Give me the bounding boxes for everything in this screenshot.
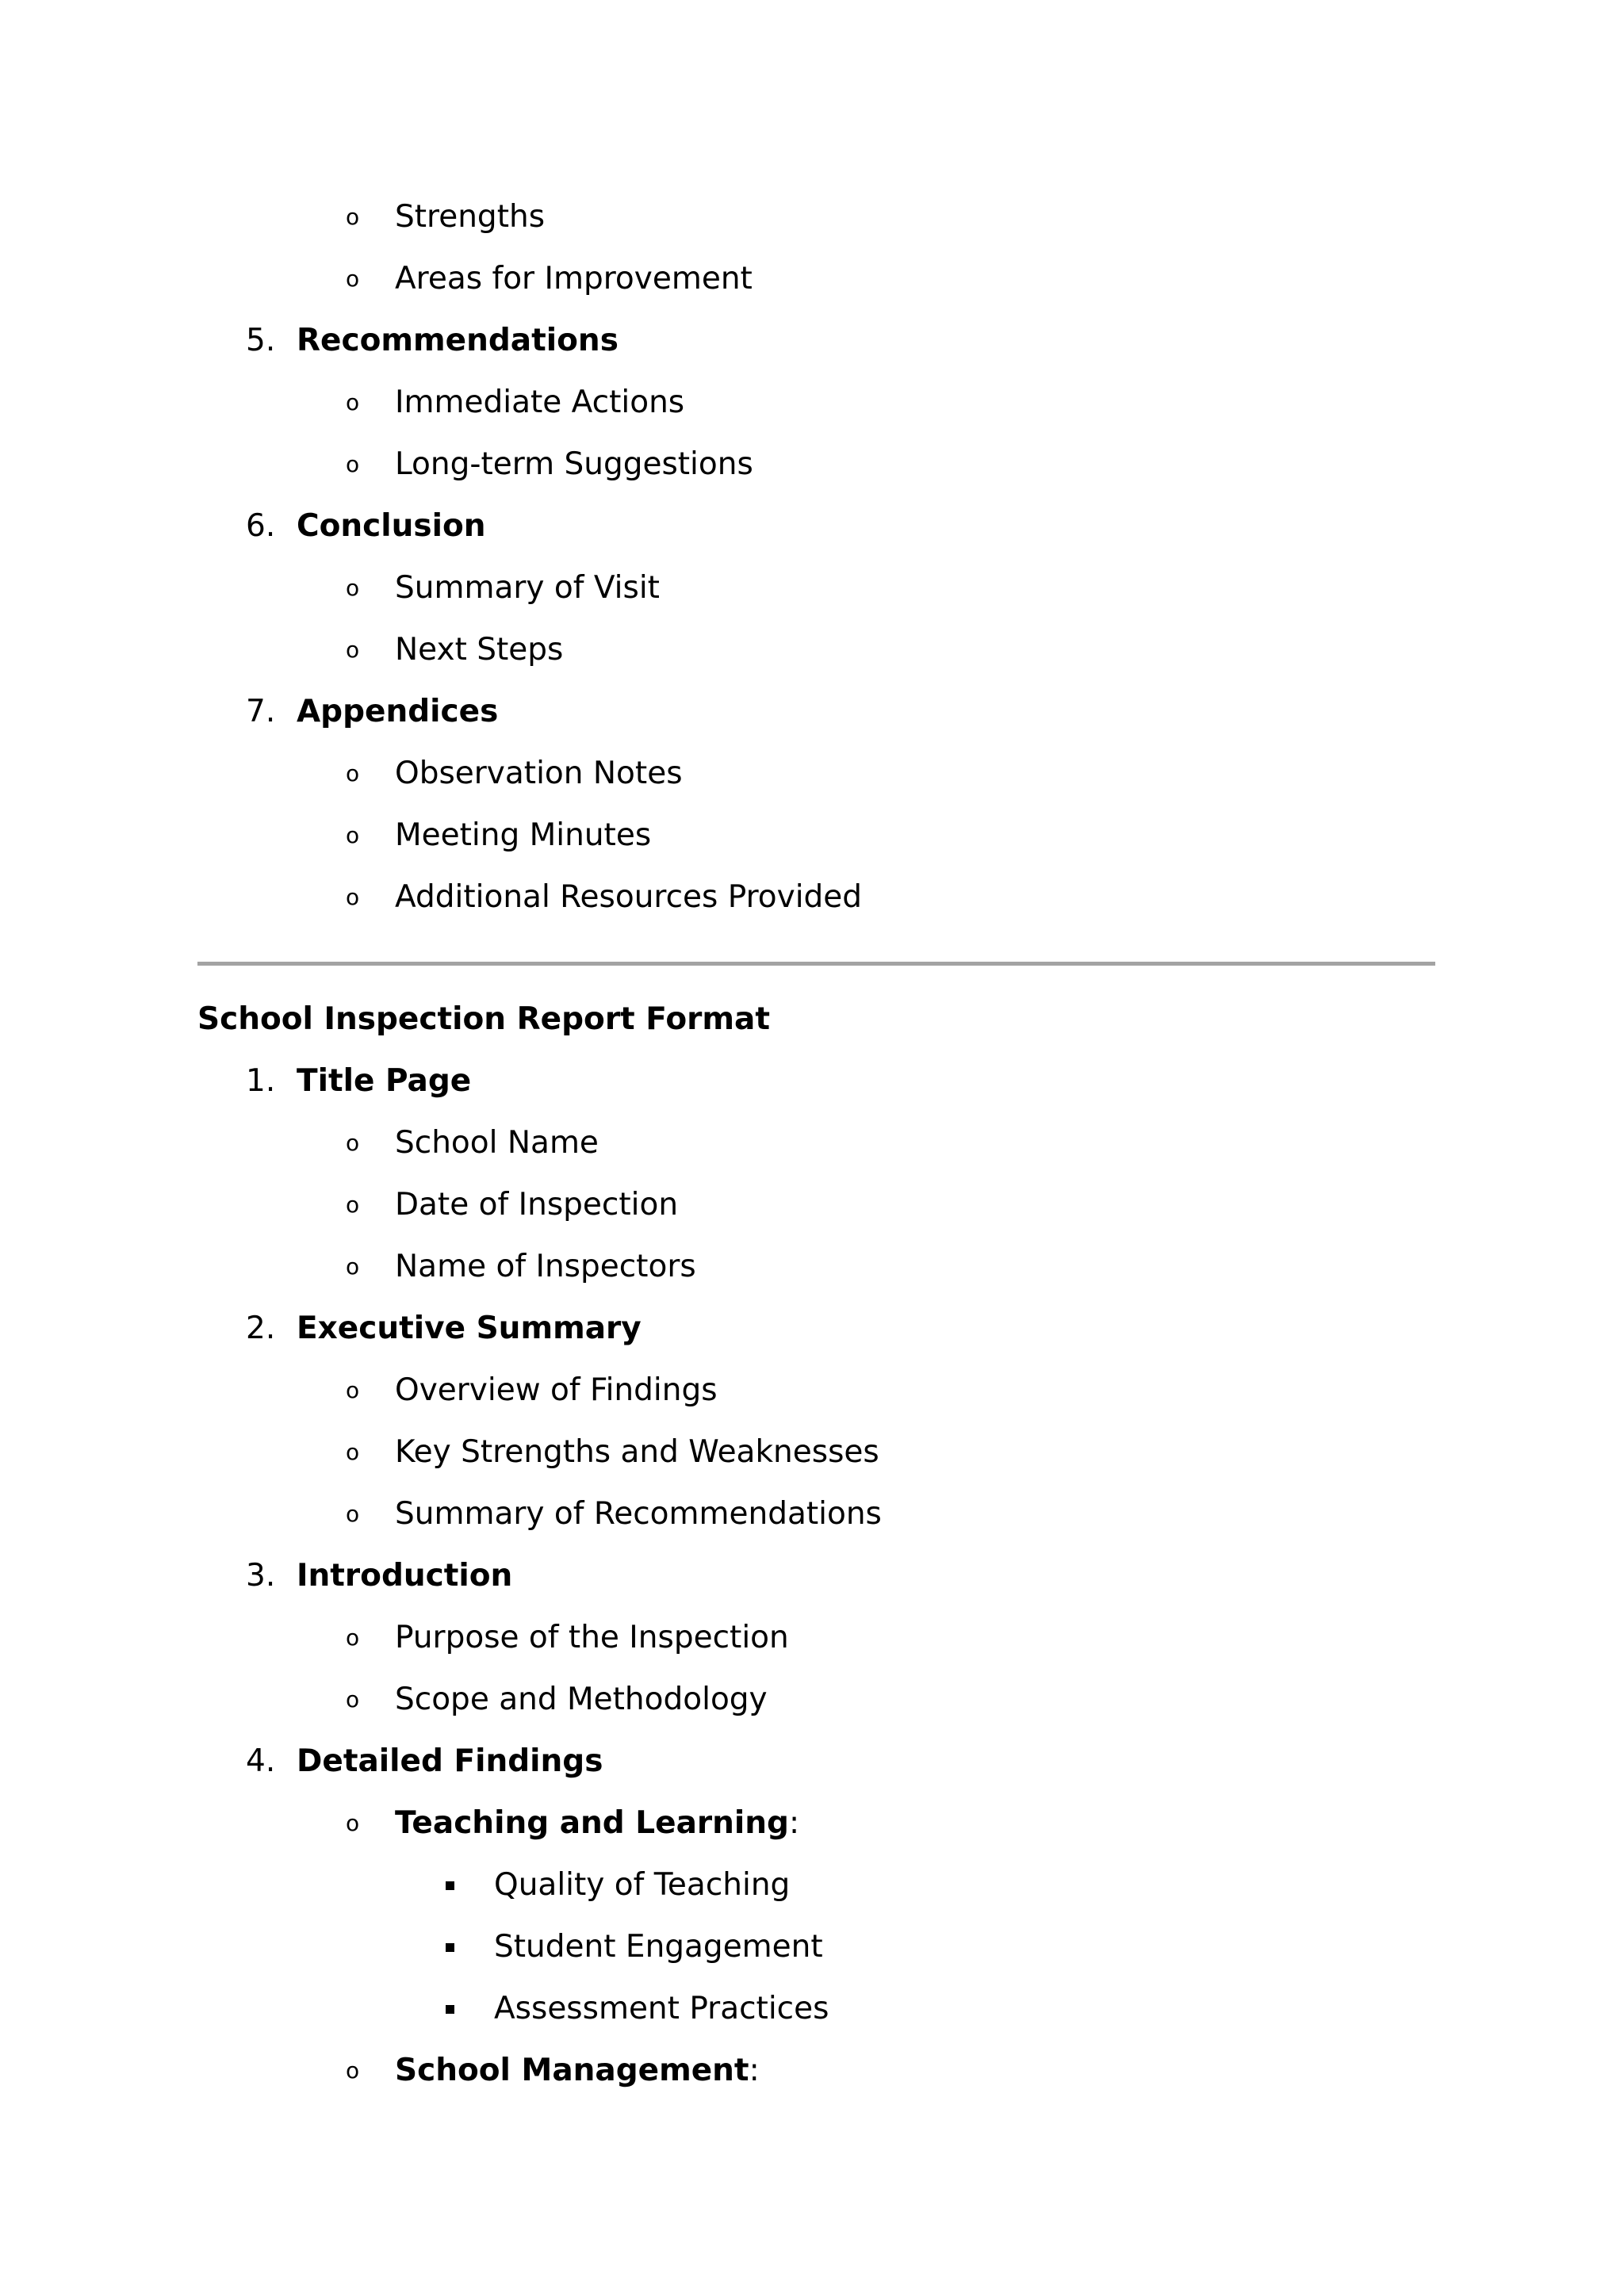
- square-bullet-icon: [446, 1881, 454, 1890]
- section-number: 7.: [246, 694, 276, 729]
- section-title: Recommendations: [297, 323, 619, 358]
- list-item-text: Name of Inspectors: [395, 1249, 696, 1284]
- list-item-text: Assessment Practices: [494, 1991, 829, 2026]
- hollow-bullet-icon: o: [346, 1130, 360, 1156]
- square-bullet-icon: [446, 1943, 454, 1952]
- section-number: 4.: [246, 1743, 276, 1779]
- list-item-text: Summary of Visit: [395, 570, 660, 606]
- hollow-bullet-icon: o: [346, 1192, 360, 1218]
- report-format-title: School Inspection Report Format: [197, 1001, 770, 1037]
- section-number: 5.: [246, 323, 276, 358]
- list-item-text: School Name: [395, 1125, 599, 1161]
- hollow-bullet-icon: o: [346, 1501, 360, 1527]
- horizontal-divider: [197, 962, 1435, 966]
- hollow-bullet-icon: o: [346, 575, 360, 601]
- list-item-text: Key Strengths and Weaknesses: [395, 1434, 879, 1470]
- list-item-text: Additional Resources Provided: [395, 879, 863, 915]
- list-item-text: Observation Notes: [395, 756, 683, 791]
- hollow-bullet-icon: o: [346, 760, 360, 786]
- square-bullet-icon: [446, 2005, 454, 2014]
- list-item-text: Student Engagement: [494, 1929, 823, 1965]
- hollow-bullet-icon: o: [346, 1624, 360, 1651]
- subsection-title: Teaching and Learning:: [395, 1805, 800, 1841]
- section-title: Executive Summary: [297, 1311, 642, 1346]
- list-item-text: Meeting Minutes: [395, 817, 652, 853]
- hollow-bullet-icon: o: [346, 884, 360, 910]
- section-title: Introduction: [297, 1558, 513, 1594]
- hollow-bullet-icon: o: [346, 1686, 360, 1712]
- hollow-bullet-icon: o: [346, 822, 360, 848]
- subsection-title: School Management:: [395, 2053, 760, 2088]
- hollow-bullet-icon: o: [346, 1810, 360, 1836]
- hollow-bullet-icon: o: [346, 2057, 360, 2084]
- list-item-text: Scope and Methodology: [395, 1682, 768, 1717]
- section-number: 3.: [246, 1558, 276, 1594]
- hollow-bullet-icon: o: [346, 1439, 360, 1465]
- list-item-text: Next Steps: [395, 632, 564, 668]
- section-title: Detailed Findings: [297, 1743, 603, 1779]
- section-number: 6.: [246, 508, 276, 544]
- hollow-bullet-icon: o: [346, 1377, 360, 1403]
- list-item-text: Strengths: [395, 199, 546, 235]
- hollow-bullet-icon: o: [346, 451, 360, 477]
- list-item-text: Long-term Suggestions: [395, 446, 753, 482]
- list-item-text: Date of Inspection: [395, 1187, 679, 1223]
- hollow-bullet-icon: o: [346, 204, 360, 230]
- hollow-bullet-icon: o: [346, 1253, 360, 1280]
- list-item-text: Summary of Recommendations: [395, 1496, 882, 1532]
- list-item-text: Overview of Findings: [395, 1372, 718, 1408]
- list-item-text: Quality of Teaching: [494, 1867, 791, 1903]
- list-item-text: Areas for Improvement: [395, 261, 753, 297]
- hollow-bullet-icon: o: [346, 389, 360, 415]
- section-number: 1.: [246, 1063, 276, 1099]
- list-item-text: Purpose of the Inspection: [395, 1620, 789, 1655]
- section-title: Appendices: [297, 694, 499, 729]
- section-title: Title Page: [297, 1063, 472, 1099]
- hollow-bullet-icon: o: [346, 637, 360, 663]
- hollow-bullet-icon: o: [346, 266, 360, 292]
- section-title: Conclusion: [297, 508, 486, 544]
- section-number: 2.: [246, 1311, 276, 1346]
- list-item-text: Immediate Actions: [395, 385, 685, 420]
